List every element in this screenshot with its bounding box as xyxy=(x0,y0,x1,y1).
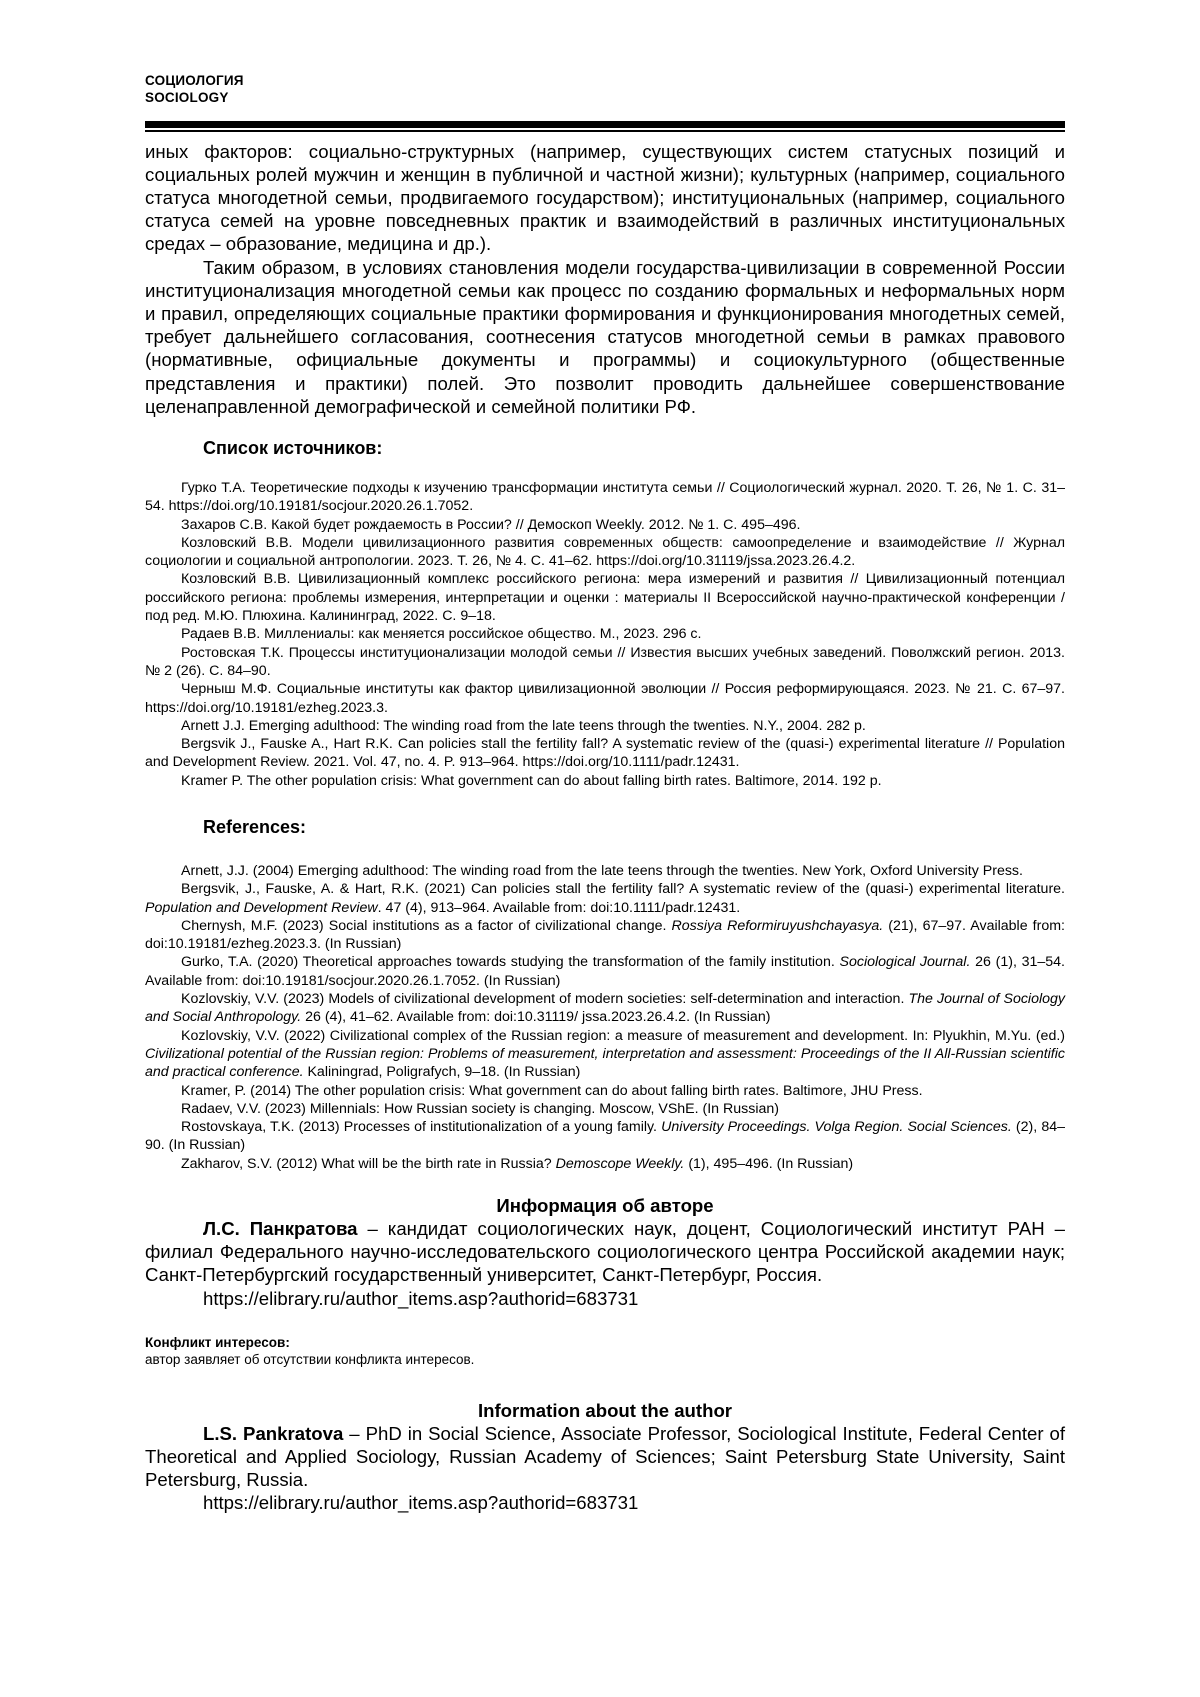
reference-item: Gurko, T.A. (2020) Theoretical approaches towards studying the transformation of the family institution. Sociological Journal. 26 (1), 31–54. Available from: doi:10.19181/socjour.2020.26.1.7052. (In Russian) xyxy=(145,954,1065,989)
reference-item: Kramer, P. (2014) The other population crisis: What government can do about falling birth rates. Baltimore, JHU Press. xyxy=(181,1082,923,1099)
source-item: Kramer P. The other population crisis: What government can do about falling birth rates. Baltimore, 2014. 192 p. xyxy=(181,772,882,789)
running-header xyxy=(145,72,1065,106)
conflict-text: автор заявляет об отсутствии конфликта интересов. xyxy=(145,1351,475,1367)
sources-list xyxy=(145,479,1065,790)
author-bio-ru xyxy=(145,1217,1065,1287)
author-info-title-en: Information about the author xyxy=(477,1399,733,1421)
author-bio-en xyxy=(145,1422,1065,1492)
reference-item: Kozlovskiy, V.V. (2023) Models of civilizational development of modern societies: self-determination and interaction. The Journal of Sociology and Social Anthropology. 26 (4), 41–62. Available from: doi:10.31119/ jssa.2023.26.4.2. (In Russian) xyxy=(145,991,1065,1026)
paragraph-1: иных факторов: социально-структурных (например, существующих систем статусных позиций и социальных ролей мужчин и женщин в публичной и частной жизни); культурных (например, социального статуса многодетной семьи, продвигаемого государством); институциональных (например, социального статуса семей на уровне повседневных практик и взаимодействий в различных институциональных средах – образование, медицина и др.). xyxy=(145,140,1065,255)
author-name-en: L.S. Pankratova xyxy=(203,1422,344,1444)
source-item: Bergsvik J., Fauske A., Hart R.K. Can policies stall the fertility fall? A systematic review of the (quasi-) experimental literature // Population and Development Review. 2021. Vol. 47, no. 4. P. 913–964. https://doi.org/10.1111/padr.12431. xyxy=(145,736,1065,771)
header-ru: СОЦИОЛОГИЯ xyxy=(145,73,244,88)
source-item: Ростовская Т.К. Процессы институционализации молодой семьи // Известия высших учебных заведений. Поволжский регион. 2013. № 2 (26). С. 84–90. xyxy=(145,644,1065,679)
author-link-en[interactable]: https://elibrary.ru/author_items.asp?authorid=683731 xyxy=(203,1492,639,1514)
references-list xyxy=(145,862,1065,1173)
source-item: Черныш М.Ф. Социальные институты как фактор цивилизационной эволюции // Россия реформирующаяся. 2023. № 21. С. 67–97. https://doi.org/10.19181/ezheg.2023.3. xyxy=(145,681,1065,716)
sources-title: Список источников: xyxy=(203,437,383,458)
reference-item: Arnett, J.J. (2004) Emerging adulthood: The winding road from the late teens through the twenties. New York, Oxford University Press. xyxy=(181,862,1023,879)
reference-item: Rostovskaya, T.K. (2013) Processes of institutionalization of a young family. University Proceedings. Volga Region. Social Sciences. (2), 84–90. (In Russian) xyxy=(145,1119,1066,1154)
header-rule-thin xyxy=(145,130,1065,132)
author-bio-text-en: – PhD in Social Science, Associate Professor, Sociological Institute, Federal Center of Theoretical and Applied Sociology, Russian Academy of Sciences; Saint Petersburg State University, Saint Petersburg, Russia. xyxy=(145,1422,1065,1491)
reference-item: Radaev, V.V. (2023) Millennials: How Russian society is changing. Moscow, VShE. (In Russian) xyxy=(181,1100,779,1117)
page xyxy=(145,72,1065,1515)
source-item: Гурко Т.А. Теоретические подходы к изучению трансформации института семьи // Социологический журнал. 2020. Т. 26, № 1. С. 31–54. https://doi.org/10.19181/socjour.2020.26.1.7052. xyxy=(145,479,1065,515)
body-text xyxy=(145,140,1065,418)
header-en: SOCIOLOGY xyxy=(145,90,229,105)
conflict-of-interest xyxy=(145,1334,1065,1368)
source-item: Захаров С.В. Какой будет рождаемость в России? // Демоскоп Weekly. 2012. № 1. С. 495–496. xyxy=(181,516,801,533)
source-item: Радаев В.В. Миллениалы: как меняется российское общество. М., 2023. 296 с. xyxy=(181,626,702,643)
reference-item: Zakharov, S.V. (2012) What will be the birth rate in Russia? Demoscope Weekly. (1), 495–496. (In Russian) xyxy=(181,1155,854,1172)
conflict-label: Конфликт интересов: xyxy=(145,1334,290,1350)
author-info-title-ru: Информация об авторе xyxy=(496,1195,714,1217)
source-item: Arnett J.J. Emerging adulthood: The winding road from the late teens through the twenties. N.Y., 2004. 282 p. xyxy=(181,717,866,734)
header-rule-thick xyxy=(145,121,1065,128)
paragraph-2: Таким образом, в условиях становления модели государства-цивилизации в современной России институционализация многодетной семьи как процесс по созданию формальных и неформальных норм и правил, определяющих социальные практики формирования и функционирования многодетных семей, требует дальнейшего согласования, соотнесения статусов многодетной семьи в рамках правового (нормативные, официальные документы и программы) и социокультурного (общественные представления и практики) полей. Это позволит проводить дальнейшее совершенствование целенаправленной демографической и семейной политики РФ. xyxy=(145,256,1065,417)
reference-item: Chernysh, M.F. (2023) Social institutions as a factor of civilizational change. Rossiya Reformiruyushchayasya. (21), 67–97. Available from: doi:10.19181/ezheg.2023.3. (In Russian) xyxy=(145,917,1066,953)
author-link-ru[interactable]: https://elibrary.ru/author_items.asp?authorid=683731 xyxy=(203,1287,639,1309)
author-info-en xyxy=(145,1422,1065,1515)
references-title: References: xyxy=(203,816,307,837)
source-item: Козловский В.В. Модели цивилизационного развития современных обществ: самоопределение и взаимодействие // Журнал социологии и социальной антропологии. 2023. Т. 26, № 4. С. 41–62. https://doi.org/10.31119/jssa.2023.26.4.2. xyxy=(145,534,1065,570)
reference-item: Kozlovskiy, V.V. (2022) Civilizational complex of the Russian region: a measure of measurement and development. In: Plyukhin, M.Yu. (ed.) Civilizational potential of the Russian region: Problems of measurement, interpretation and assessment: Proceedings of the II All-Russian scientific and practical conference. Kaliningrad, Poligrafych, 9–18. (In Russian) xyxy=(145,1027,1065,1081)
reference-item: Bergsvik, J., Fauske, A. & Hart, R.K. (2021) Can policies stall the fertility fall? A systematic review of the (quasi-) experimental literature. Population and Development Review. 47 (4), 913–964. Available from: doi:10.1111/padr.12431. xyxy=(145,881,1065,916)
author-bio-text-ru: – кандидат социологических наук, доцент, Социологический институт РАН – филиал Федерального научно-исследовательского социологического центра Российской академии наук; Санкт-Петербургский государственный университет, Санкт-Петербург, Россия. xyxy=(145,1218,1065,1286)
source-item: Козловский В.В. Цивилизационный комплекс российского региона: мера измерений и развития // Цивилизационный потенциал российского региона: проблемы измерения, интерпретации и оценки : материалы II Всероссийской научно-практической конференции / под ред. М.Ю. Плюхина. Калининград, 2022. С. 9–18. xyxy=(145,571,1065,625)
author-name-ru: Л.С. Панкратова xyxy=(203,1218,358,1240)
author-info-ru xyxy=(145,1217,1065,1310)
